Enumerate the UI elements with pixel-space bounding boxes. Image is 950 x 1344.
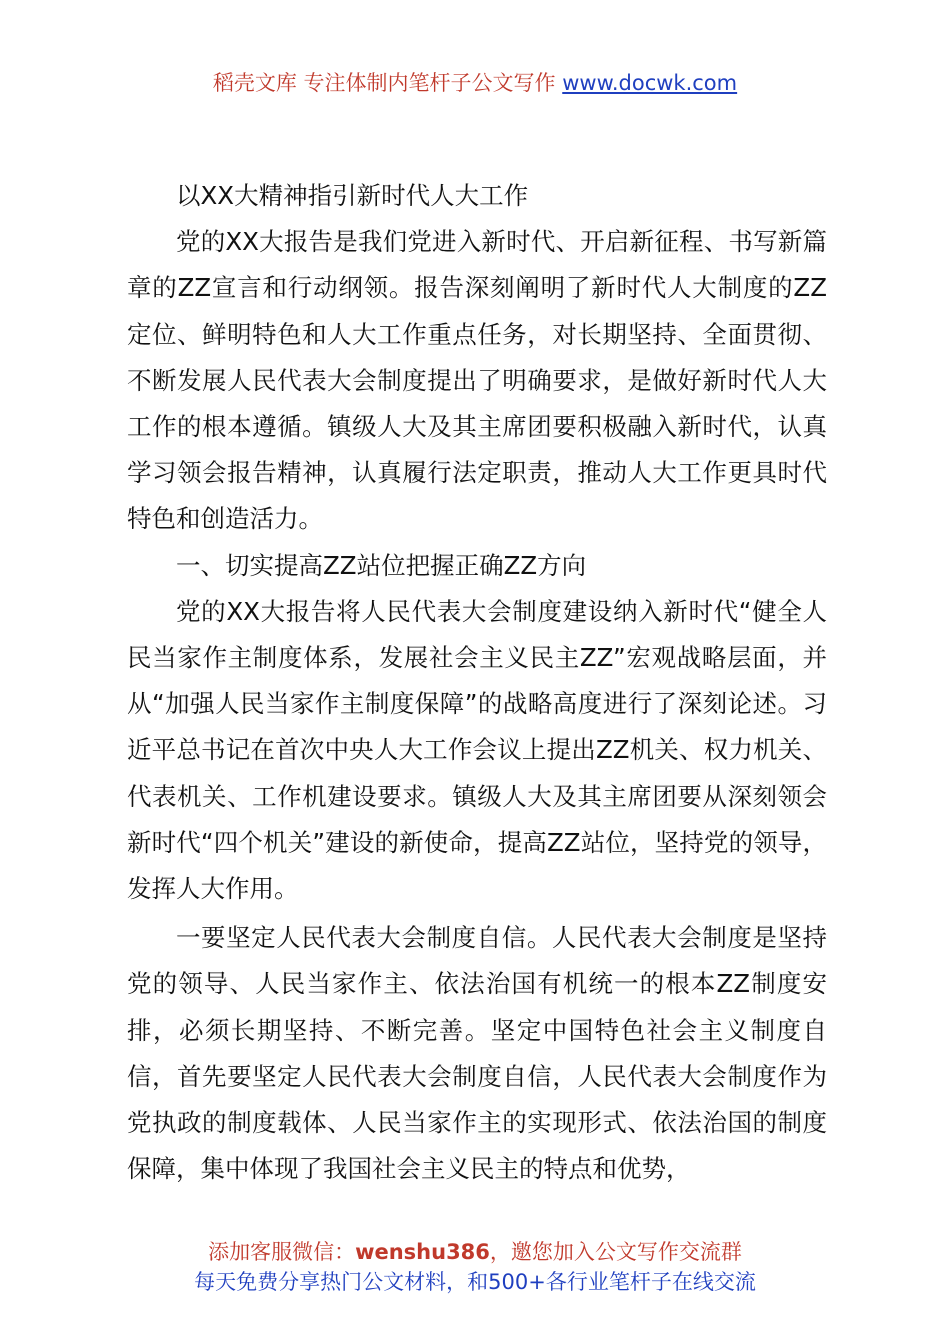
- page-footer: [0, 1237, 950, 1297]
- footer-wechat-id: wenshu386: [355, 1240, 490, 1264]
- document-body: [127, 173, 827, 1192]
- footer-promo-line: 每天免费分享热门公文材料，和500+各行业笔杆子在线交流: [194, 1270, 756, 1294]
- paragraph-point-1: 一要坚定人民代表大会制度自信。人民代表大会制度是坚持党的领导、人民当家作主、依法治国有机统一的根本ZZ制度安排，必须长期坚持、不断完善。坚定中国特色社会主义制度自信，首先要坚定人民代表大会制度自信，人民代表大会制度作为党执政的制度载体、人民当家作主的实现形式、依法治国的制度保障，集中体现了我国社会主义民主的特点和优势，: [127, 923, 827, 1184]
- header-url-link[interactable]: www.docwk.com: [562, 71, 738, 95]
- footer-contact-suffix: ，邀您加入公文写作交流群: [489, 1240, 742, 1264]
- section-heading-1: 一、切实提高ZZ站位把握正确ZZ方向: [176, 550, 587, 580]
- page-header: [0, 68, 950, 98]
- footer-contact-prefix: 添加客服微信：: [208, 1240, 356, 1264]
- footer-contact-line: [0, 1237, 950, 1267]
- header-brand: 稻壳文库 专注体制内笔杆子公文写作: [212, 71, 556, 95]
- document-title: 以XX大精神指引新时代人大工作: [176, 181, 529, 210]
- paragraph-section-1: 党的XX大报告将人民代表大会制度建设纳入新时代“健全人民当家作主制度体系，发展社会主义民主ZZ”宏观战略层面，并从“加强人民当家作主制度保障”的战略高度进行了深刻论述。习近平总书记在首次中央人大工作会议上提出ZZ机关、权力机关、代表机关、工作机建设要求。镇级人大及其主席团要从深刻领会新时代“四个机关”建设的新使命，提高ZZ站位，坚持党的领导，发挥人大作用。: [127, 596, 827, 904]
- paragraph-intro: 党的XX大报告是我们党进入新时代、开启新征程、书写新篇章的ZZ宣言和行动纲领。报告深刻阐明了新时代人大制度的ZZ定位、鲜明特色和人大工作重点任务，对长期坚持、全面贯彻、不断发展人民代表大会制度提出了明确要求，是做好新时代人大工作的根本遵循。镇级人大及其主席团要积极融入新时代，认真学习领会报告精神，认真履行法定职责，推动人大工作更具时代特色和创造活力。: [127, 227, 827, 534]
